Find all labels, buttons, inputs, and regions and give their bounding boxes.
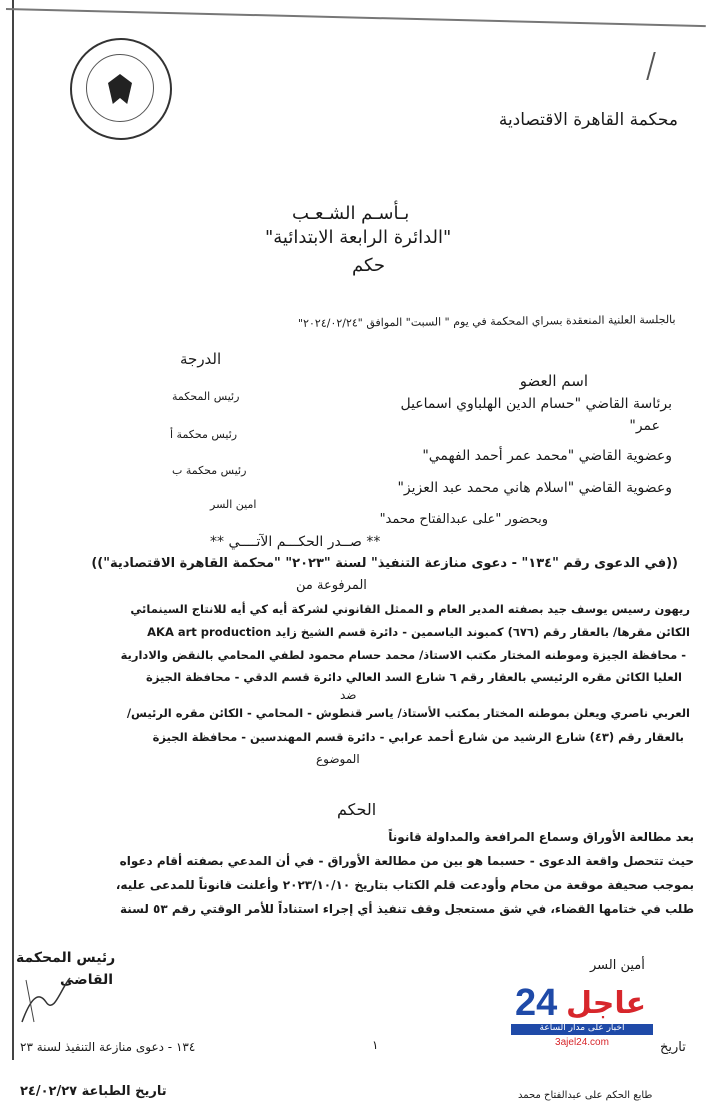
page-number: ١ bbox=[372, 1038, 379, 1052]
verdict-heading: ** صــدر الحكـــم الآتــــي ** bbox=[210, 534, 381, 550]
defendant-line: بالعقار رقم (٤٣) شارع الرشيد من شارع أحمد عرابي - دائرة قسم المهندسين - محافظة الجيزة bbox=[152, 730, 684, 744]
ruling-word: حكم bbox=[352, 255, 386, 276]
corner-mark bbox=[646, 52, 686, 80]
date-label: تاريخ bbox=[660, 1040, 686, 1055]
eagle-seal-icon bbox=[70, 38, 172, 140]
in-the-name-of-people: بـأسـم الشـعـب bbox=[292, 203, 410, 224]
plaintiff-line: - محافظة الجيزة وموطنه المختار مكتب الاستاذ/ محمد حسام محمود لطفي المحامي بالنقض والادارية bbox=[120, 648, 686, 662]
secretary-label: أمين السر bbox=[590, 958, 645, 973]
judgment-line: حيث تتحصل واقعة الدعوى - حسبما هو بين من مطالعة الأوراق - في أن المدعي بصفته أقام دعواه bbox=[119, 854, 694, 868]
footer-case-reference: ١٣٤ - دعوى منازعة التنفيذ لسنة ٢٣ bbox=[20, 1040, 196, 1054]
top-rule bbox=[6, 8, 706, 27]
handwritten-signature bbox=[16, 960, 76, 1030]
member-rank: رئيس محكمة ب bbox=[172, 464, 247, 477]
ajel24-watermark-logo: 24 عاجل أخبار على مدار الساعة 3ajel24.com bbox=[511, 980, 653, 1050]
member-rank: رئيس محكمة أ bbox=[170, 428, 238, 441]
column-member-name: اسم العضو bbox=[519, 372, 588, 390]
member-rank: امين السر bbox=[210, 498, 257, 511]
circuit-title: "الدائرة الرابعة الابتدائية" bbox=[265, 227, 452, 248]
plaintiff-line: ريهون رسيس يوسف جيد بصفته المدير العام و الممثل القانوني لشركة أيه كي أيه للانتاج السينمائي bbox=[130, 602, 690, 616]
member-name: وبحضور "على عبدالفتاح محمد" bbox=[379, 512, 548, 527]
judgment-line: بموجب صحيفة موقعة من محام وأودعت قلم الكتاب بتاريخ ٢٠٢٣/١٠/١٠ وأعلنت قانوناً للمدعى عليه، bbox=[115, 878, 694, 892]
against-word: ضد bbox=[340, 688, 357, 702]
column-rank: الدرجة bbox=[180, 350, 222, 368]
case-line: ((في الدعوى رقم "١٣٤" - دعوى منازعة التنفيذ" لسنة "٢٠٢٣" "محكمة القاهرة الاقتصادية")) bbox=[91, 556, 678, 571]
member-name-continued: عمر" bbox=[629, 418, 660, 434]
subject-label: الموضوع bbox=[316, 752, 360, 766]
member-rank: رئيس المحكمة bbox=[172, 390, 240, 403]
judgment-line: بعد مطالعة الأوراق وسماع المرافعة والمداولة قانوناً bbox=[388, 830, 694, 844]
plaintiff-line: العليا الكائن مقره الرئيسي بالعقار رقم ٦ شارع السد العالي دائرة قسم الدقي - محافظة الجيزة bbox=[146, 670, 682, 684]
court-name: محكمة القاهرة الاقتصادية bbox=[498, 110, 678, 130]
judgment-title: الحكم bbox=[337, 800, 377, 819]
filed-by: المرفوعة من bbox=[296, 578, 367, 593]
session-line: بالجلسة العلنية المنعقدة بسراي المحكمة في يوم " السبت" الموافق "٢٠٢٤/٠٢/٢٤" bbox=[298, 313, 677, 330]
typist-line: طابع الحكم على عبدالفتاح محمد bbox=[518, 1090, 653, 1101]
left-margin-rule bbox=[12, 0, 14, 1060]
judgment-line: طلب في ختامها القضاء، في شق مستعجل وقف تنفيذ أي إجراء استناداً للأمر الوقتي رقم ٥٣ لسنة bbox=[119, 902, 694, 916]
member-name: برئاسة القاضي "حسام الدين الهلباوي اسماعيل bbox=[400, 396, 672, 412]
print-date: تاريخ الطباعة ٢٤/٠٢/٢٧ bbox=[20, 1084, 167, 1099]
plaintiff-line: AKA art production الكائن مقرها/ بالعقار رقم (٦٧٦) كمبوند الياسمين - دائرة قسم الشيخ زايد bbox=[147, 625, 690, 639]
member-name: وعضوية القاضي "محمد عمر أحمد الفهمي" bbox=[422, 448, 672, 464]
judge-label: القاضى bbox=[60, 972, 114, 988]
member-name: وعضوية القاضي "اسلام هاني محمد عبد العزيز" bbox=[397, 480, 672, 496]
president-title: رئيس المحكمة bbox=[16, 950, 116, 966]
defendant-line: العربي ناصري ويعلن بموطنه المختار بمكتب الأستاذ/ ياسر قنطوش - المحامي - الكائن مقره الرئيس/ bbox=[126, 706, 690, 720]
